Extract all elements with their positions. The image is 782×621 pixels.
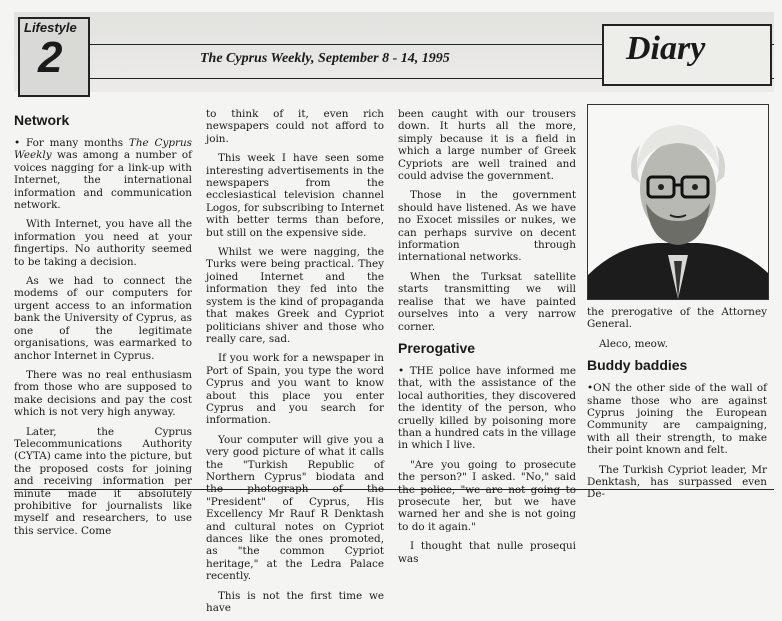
paragraph: The Turkish Cypriot leader, Mr Denktash, has surpassed even De-: [587, 463, 767, 501]
column-title: Diary: [626, 30, 706, 67]
paragraph: to think of it, even rich newspapers could not afford to join.: [206, 108, 384, 145]
paragraph: As we had to connect the modems of our computers for urgent access to an information bank the University of Cyprus, as one of the legitimate organisations, was earmarked to anchor Internet in Cyprus.: [14, 275, 192, 362]
paragraph: the prerogative of the Attorney General.: [587, 306, 767, 331]
paragraph: There was no real enthusiasm from those who are supposed to make decisions and pay the cost which is not very high anyway.: [14, 368, 192, 419]
heading-network: Network: [14, 112, 70, 128]
columnist-photo: [587, 104, 769, 300]
paragraph: Whilst we were nagging, the Turks were being practical. They joined Internet and the information they fed into the system is the kind of propaganda that makes Greek and Cypriot politicians shiver and those who really care, sad.: [206, 246, 384, 345]
text-run: • For many months: [14, 137, 129, 149]
paragraph: If you work for a newspaper in Port of Spain, you type the word Cyprus and you want to know about this place you enter Cyprus and you search for information.: [206, 352, 384, 427]
paragraph: "Are you going to prosecute the person?" I asked. "No," said the police, "we are not going to prosecute her, but we have warned her and she is not going to do it again.": [398, 458, 576, 533]
paragraph: I thought that nulle prosequi was: [398, 540, 576, 565]
column-title-box: [602, 24, 772, 86]
paragraph: • THE police have informed me that, with the assistance of the local authorities, they discovered the identity of the person, who cruelly killed by poisoning more than a hundred cats in the village in which I live.: [398, 364, 576, 452]
paragraph: Later, the Cyprus Telecommunications Authority (CYTA) came into the picture, but the proposed costs for joining and receiving information per minute made it absolutely prohibitive for journalists like myself and researchers, to use this service. Come: [14, 425, 192, 537]
paragraph: Those in the government should have listened. As we have no Exocet missiles or nukes, we can perhaps survive on decent information through international networks.: [398, 189, 576, 264]
article-column-1: [14, 108, 192, 544]
paragraph: Your computer will give you a very good picture of what it calls the "Turkish Republic of Northern Cyprus" biodata and the photograph of the "President" of Cyprus, His Excellency Mr Rauf R Denktash and cultural notes on Cypriot dances like the ones promoted, as "the common Cypriot heritage," at the Ledra Palace recently.: [206, 433, 384, 583]
heading-prerogative: Prerogative: [398, 339, 476, 356]
paragraph: With Internet, you have all the information you need at your fingertips. No authority seemed to be taking a decision.: [14, 218, 192, 268]
section-badge: [18, 17, 90, 97]
paragraph: Aleco, meow.: [599, 337, 668, 350]
bottom-rule: [14, 489, 774, 490]
heading-buddy-baddies: Buddy baddies: [587, 357, 688, 374]
paragraph: When the Turksat satellite starts transmitting we will realise that we have painted ourselves into a very narrow corner.: [398, 270, 576, 333]
paper-name-italic: The Cyprus Weekly: [14, 137, 192, 162]
paragraph: This week I have seen some interesting advertisements in the newspapers from the ecclesiastical television channel Logos, for subscribing to Internet with better terms than before, but still on the expensive side.: [206, 152, 384, 239]
text-run: was among a number of voices nagging for a link-up with Internet, the international information and communication network.: [14, 149, 192, 212]
paragraph: This is not the first time we have: [206, 589, 384, 615]
section-number: 2: [38, 33, 63, 82]
article-column-2: [206, 108, 384, 621]
portrait-illustration: [588, 105, 768, 299]
paragraph: been caught with our trousers down. It hurts all the more, simply because it is a field in which a large number of Greek Cypriots are well trained and could advise the government.: [398, 108, 576, 183]
paper-dateline: The Cyprus Weekly, September 8 - 14, 1995: [200, 51, 450, 66]
section-label: Lifestyle: [24, 20, 77, 35]
article-column-4: [587, 306, 767, 508]
paragraph: [14, 137, 192, 211]
paragraph: •ON the other side of the wall of shame those who are against Cyprus joining the European Community are campaigning, with all their strength, to make their point known and felt.: [587, 382, 767, 457]
article-column-3: [398, 108, 576, 572]
